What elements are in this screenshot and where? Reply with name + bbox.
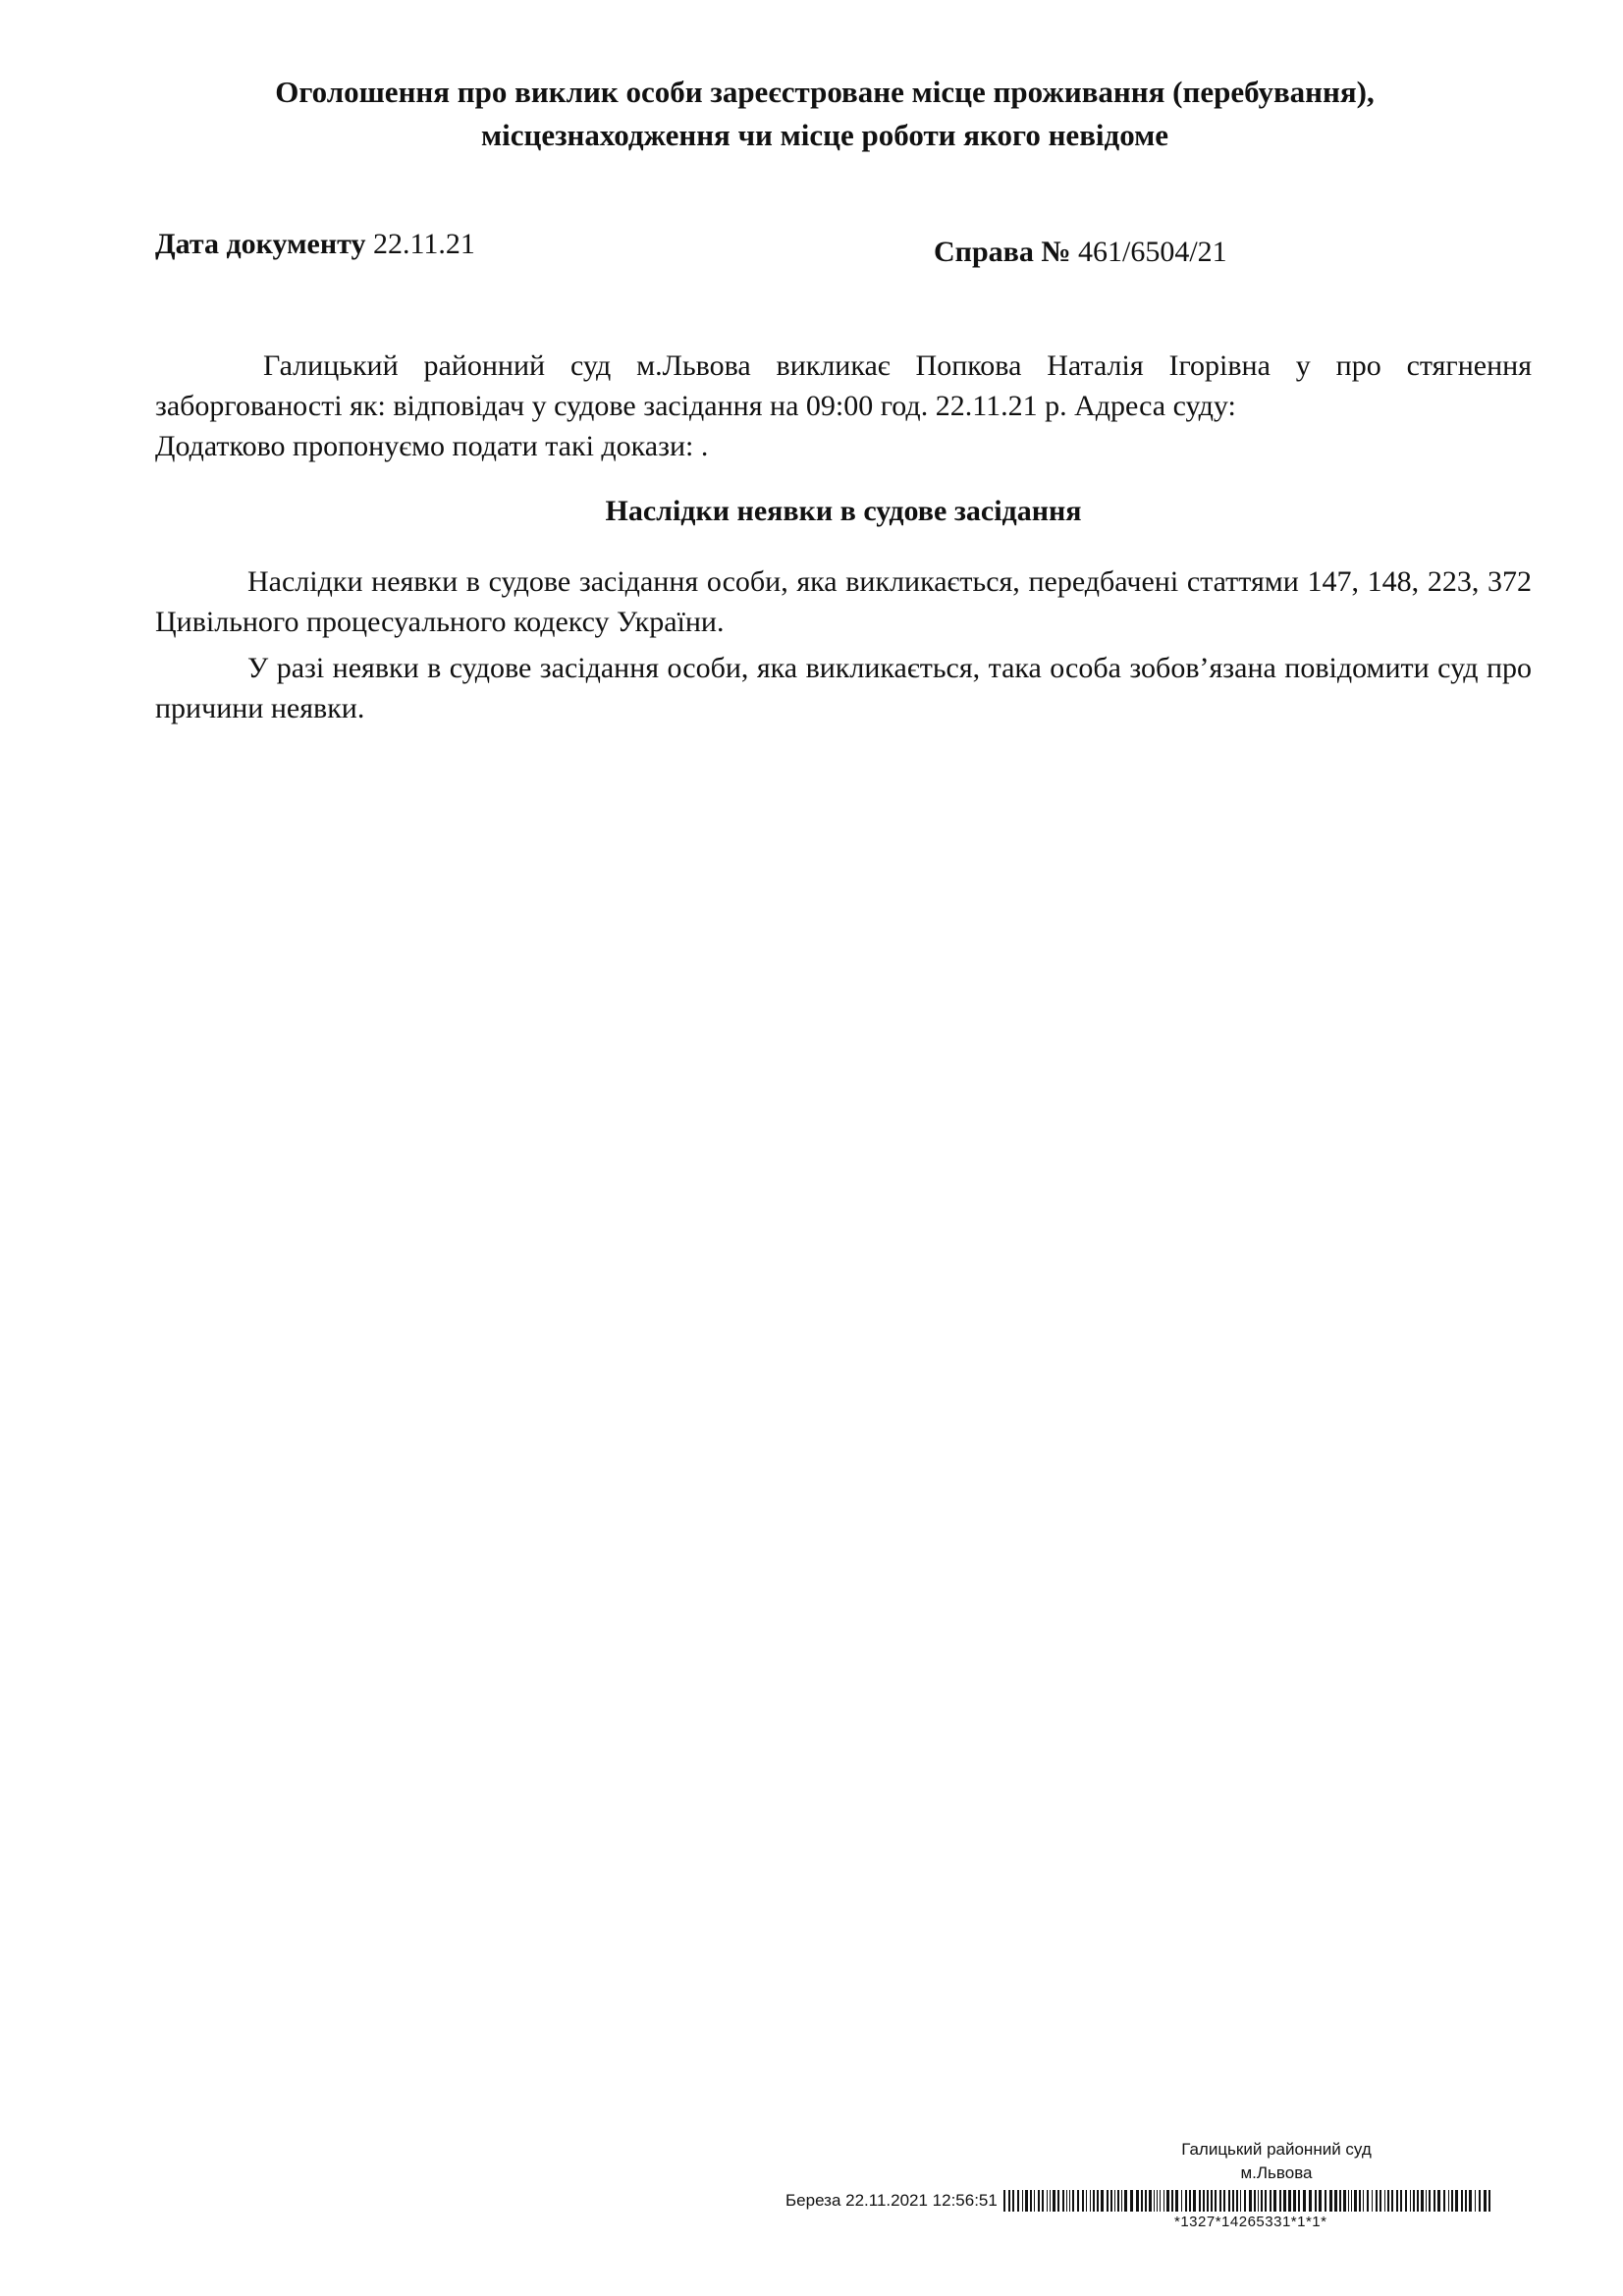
summons-line-1: Галицький районний суд м.Львова викликає Попкова Наталія Ігорівна у про стягнення [263, 349, 1532, 382]
summons-paragraph [155, 346, 1532, 466]
case-value: 461/6504/21 [1077, 236, 1227, 268]
registrar-datetime: Береза 22.11.2021 12:56:51 [785, 2191, 998, 2210]
consequences-paragraph-2: У разі неявки в судове засідання особи, яка викликається, така особа зобов’язана повідомити суд про причини неявки. [155, 652, 1532, 724]
registration-line [785, 2188, 1494, 2214]
summons-line-2: заборгованості як: відповідач у судове засідання на 09:00 год. 22.11.21 р. Адреса суду: [155, 390, 1236, 422]
court-stamp-line-1: Галицький районний суд [1181, 2140, 1372, 2159]
title-line-1: Оголошення про виклик особи зареєстроване місце проживання (перебування), [275, 75, 1375, 109]
title-line-2: місцезнаходження чи місце роботи якого невідоме [480, 118, 1169, 152]
case-label: Справа № [934, 236, 1071, 268]
case-number [934, 236, 1227, 269]
barcode-text: *1327*14265331*1*1* [1174, 2214, 1327, 2227]
date-value: 22.11.21 [372, 228, 475, 260]
court-stamp [1080, 2138, 1473, 2185]
consequences-paragraph-1: Наслідки неявки в судове засідання особи, яка викликається, передбачені статтями 147, 148, 223, 372 Цивільного процесуального кодексу України. [155, 565, 1532, 638]
barcode-icon [1003, 2190, 1494, 2212]
consequences-heading: Наслідки неявки в судове засідання [605, 495, 1082, 527]
summons-line-3: Додатково пропонуємо подати такі докази: . [155, 430, 709, 462]
date-label: Дата документу [155, 228, 366, 260]
court-stamp-line-2: м.Львова [1240, 2163, 1313, 2182]
document-title [236, 71, 1414, 157]
document-date [155, 228, 475, 261]
consequences-text [155, 561, 1532, 728]
